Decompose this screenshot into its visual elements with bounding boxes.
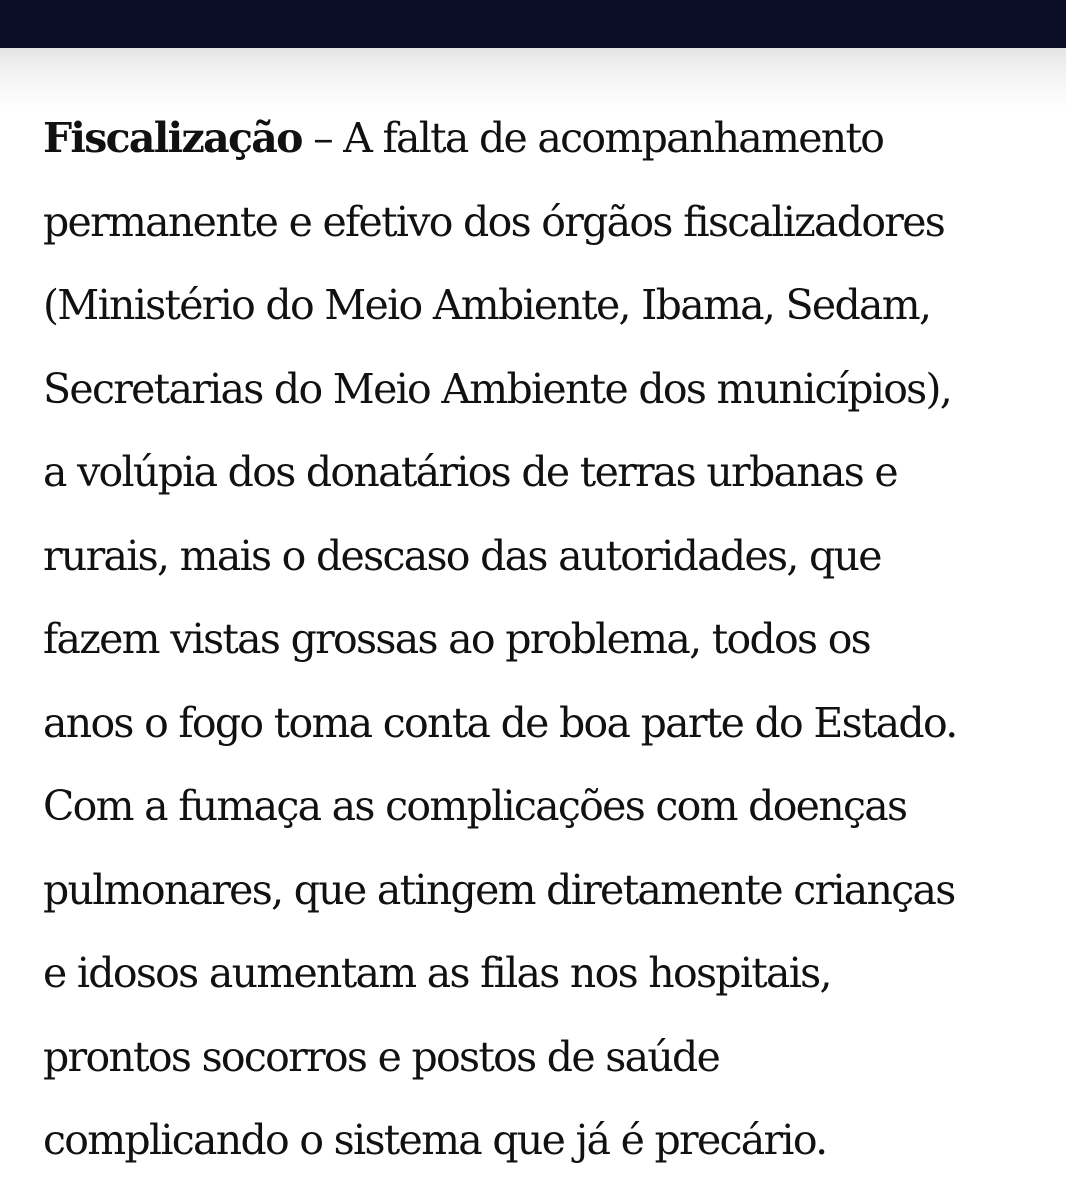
top-navigation-bar bbox=[0, 0, 1066, 48]
article-line: rurais, mais o descaso das autoridades, que bbox=[43, 531, 881, 580]
article-line: Com a fumaça as complicações com doenças bbox=[43, 782, 907, 830]
article-line: e idosos aumentam as filas nos hospitais, bbox=[43, 949, 831, 997]
article-paragraph bbox=[43, 97, 1043, 1183]
article-line: permanente e efetivo dos órgãos fiscalizadores bbox=[43, 197, 945, 246]
article-line: a volúpia dos donatários de terras urbanas e bbox=[43, 448, 897, 496]
article-line: (Ministério do Meio Ambiente, Ibama, Sedam, bbox=[43, 281, 931, 329]
paragraph-lead-heading: Fiscalização bbox=[43, 114, 302, 162]
article-line: anos o fogo toma conta de boa parte do Estado. bbox=[43, 698, 957, 747]
article-line: complicando o sistema que já é precário. bbox=[43, 1116, 827, 1164]
article-line: Secretarias do Meio Ambiente dos municípios), bbox=[43, 364, 952, 413]
article-line-text: – A falta de acompanhamento bbox=[301, 114, 884, 162]
article-line bbox=[43, 97, 1043, 181]
article-line: prontos socorros e postos de saúde bbox=[43, 1032, 720, 1081]
article-line: pulmonares, que atingem diretamente crianças bbox=[43, 865, 955, 914]
article-line: fazem vistas grossas ao problema, todos os bbox=[43, 615, 871, 663]
